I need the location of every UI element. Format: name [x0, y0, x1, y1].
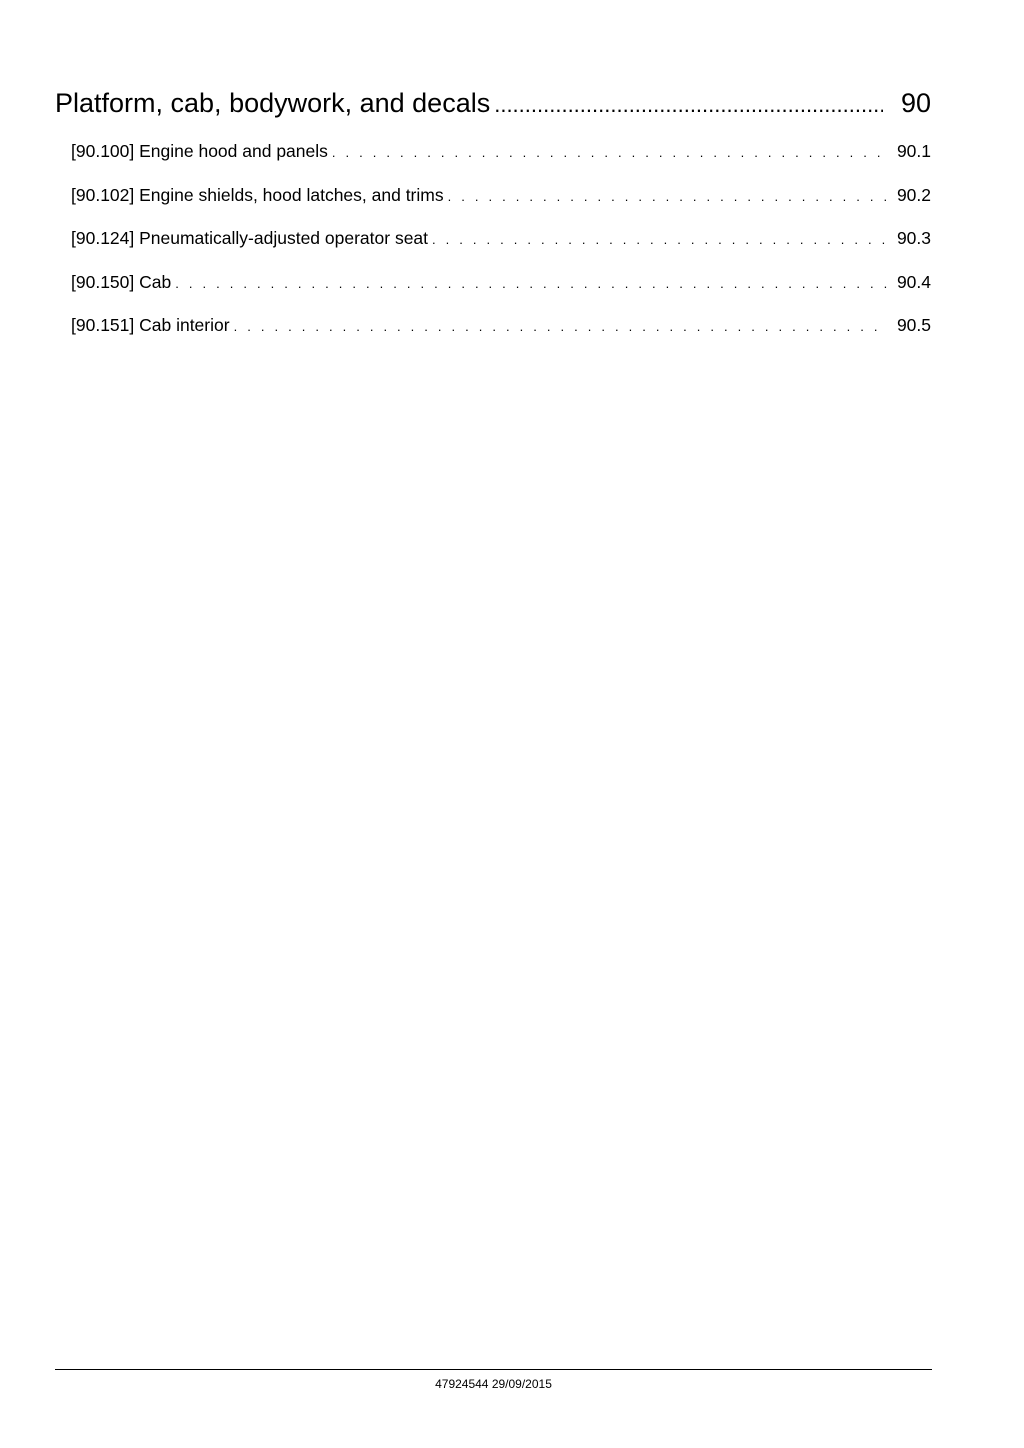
toc-entry-90-151[interactable]	[71, 315, 931, 359]
toc-dot-leader	[332, 143, 887, 163]
toc-entry-90-100[interactable]	[71, 141, 931, 185]
toc-entry-90-124[interactable]	[71, 228, 931, 272]
footer-divider	[55, 1369, 932, 1370]
toc-entry-label: [90.150] Cab	[71, 271, 172, 292]
toc-dot-leader	[432, 230, 887, 250]
toc-entry-label: [90.100] Engine hood and panels	[71, 141, 328, 161]
toc-entry-90-150[interactable]	[71, 272, 931, 316]
toc-entry-page: 90.1	[896, 141, 931, 161]
toc-section-page: 90	[900, 88, 931, 118]
toc-dot-leader	[175, 274, 887, 294]
table-of-contents	[55, 88, 931, 359]
toc-entry-label: [90.102] Engine shields, hood latches, and trims	[71, 184, 444, 205]
toc-section-title: Platform, cab, bodywork, and decals	[55, 88, 491, 118]
toc-entry-list	[55, 141, 931, 359]
toc-dot-leader	[494, 92, 883, 118]
toc-dot-leader	[448, 187, 887, 207]
toc-entry-90-102[interactable]	[71, 185, 931, 229]
toc-dot-leader	[234, 317, 887, 337]
toc-entry-page: 90.5	[896, 315, 931, 335]
toc-entry-page: 90.2	[896, 184, 931, 205]
toc-entry-page: 90.4	[896, 271, 931, 292]
footer-document-id: 47924544 29/09/2015	[435, 1377, 552, 1391]
toc-section-row[interactable]	[55, 88, 931, 124]
toc-entry-label: [90.151] Cab interior	[71, 315, 230, 335]
toc-entry-page: 90.3	[896, 228, 931, 248]
toc-entry-label: [90.124] Pneumatically-adjusted operator seat	[71, 228, 429, 248]
